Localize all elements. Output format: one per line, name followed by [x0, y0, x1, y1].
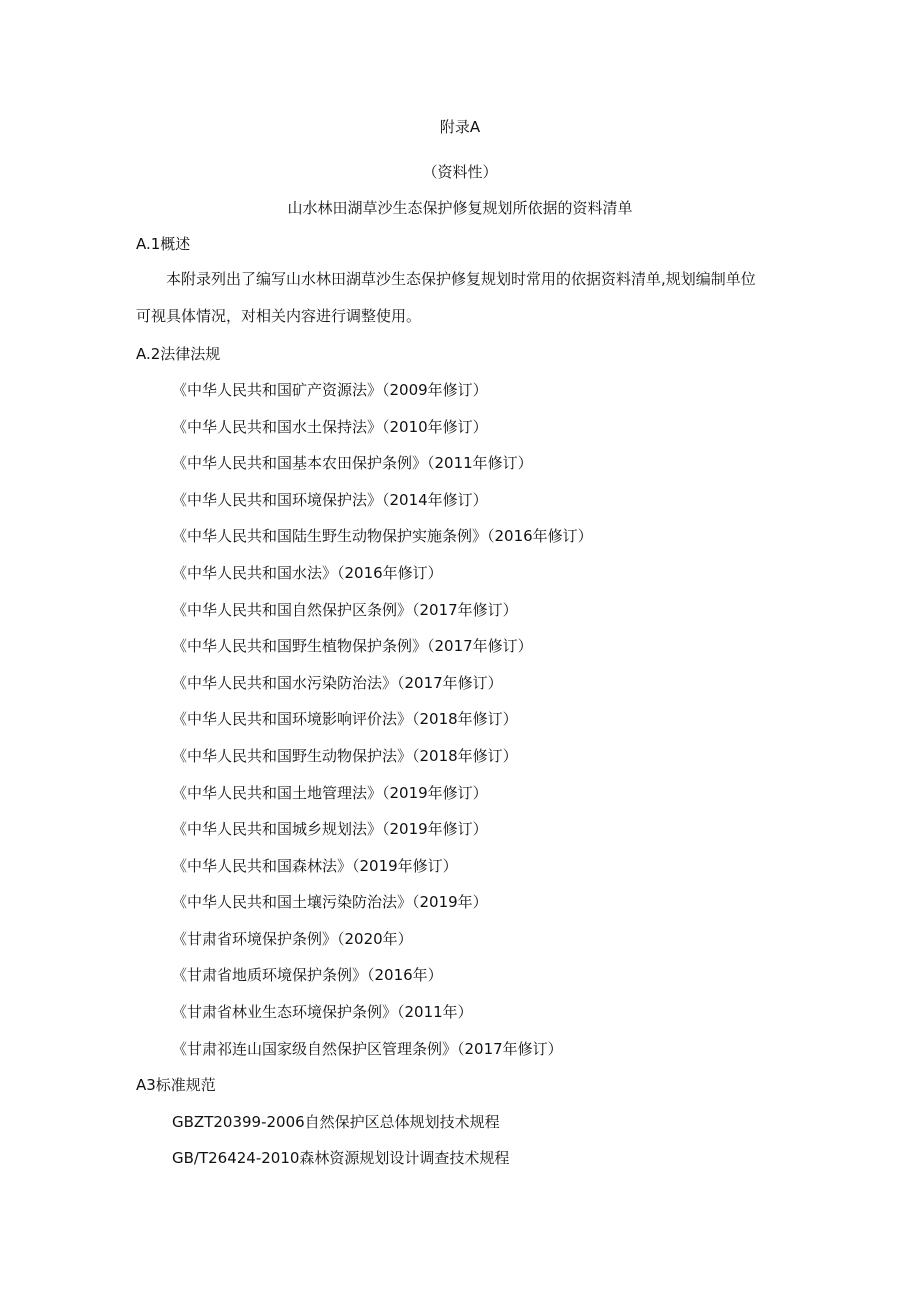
- law-item: 《中华人民共和国土壤污染防治法》（2019年）: [172, 893, 488, 911]
- law-item: 《甘肃省林业生态环境保护条例》（2011年）: [172, 1003, 473, 1021]
- law-item: 《中华人民共和国野生动物保护法》（2018年修订）: [172, 747, 518, 765]
- law-item: 《甘肃祁连山国家级自然保护区管理条例》（2017年修订）: [172, 1040, 563, 1058]
- law-item: 《中华人民共和国自然保护区条例》（2017年修订）: [172, 601, 518, 619]
- law-item: 《中华人民共和国水污染防治法》（2017年修订）: [172, 674, 503, 692]
- law-item: 《中华人民共和国森林法》（2019年修订）: [172, 857, 458, 875]
- paragraph-line: 本附录列出了编写山水林田湖草沙生态保护修复规划时常用的依据资料清单,规划编制单位: [166, 270, 756, 288]
- section-a3-heading: A3标准规范: [136, 1076, 216, 1094]
- appendix-nature: （资料性）: [422, 163, 498, 181]
- standard-item: GBZT20399-2006自然保护区总体规划技术规程: [172, 1113, 500, 1131]
- section-a1-heading: A.1概述: [136, 235, 191, 253]
- section-a1-paragraph: [136, 261, 796, 335]
- law-item: 《中华人民共和国水法》（2016年修订）: [172, 564, 443, 582]
- appendix-label: 附录A: [439, 118, 481, 136]
- law-item: 《中华人民共和国土地管理法》（2019年修订）: [172, 784, 488, 802]
- law-item: 《中华人民共和国城乡规划法》（2019年修订）: [172, 820, 488, 838]
- appendix-title: 山水林田湖草沙生态保护修复规划所依据的资料清单: [287, 199, 633, 217]
- law-item: 《中华人民共和国陆生野生动物保护实施条例》（2016年修订）: [172, 527, 593, 545]
- standard-item: GB/T26424-2010森林资源规划设计调查技术规程: [172, 1149, 510, 1167]
- law-item: 《中华人民共和国野生植物保护条例》（2017年修订）: [172, 637, 533, 655]
- law-item: 《甘肃省地质环境保护条例》（2016年）: [172, 966, 443, 984]
- section-a2-heading: A.2法律法规: [136, 345, 221, 363]
- law-item: 《中华人民共和国基本农田保护条例》（2011年修订）: [172, 454, 533, 472]
- paragraph-line: 可视具体情况，对相关内容进行调整使用。: [136, 307, 422, 325]
- law-item: 《中华人民共和国环境影响评价法》（2018年修订）: [172, 710, 518, 728]
- law-item: 《中华人民共和国水土保持法》（2010年修订）: [172, 418, 488, 436]
- law-item: 《甘肃省环境保护条例》（2020年）: [172, 930, 413, 948]
- law-item: 《中华人民共和国环境保护法》（2014年修订）: [172, 491, 488, 509]
- law-item: 《中华人民共和国矿产资源法》（2009年修订）: [172, 381, 488, 399]
